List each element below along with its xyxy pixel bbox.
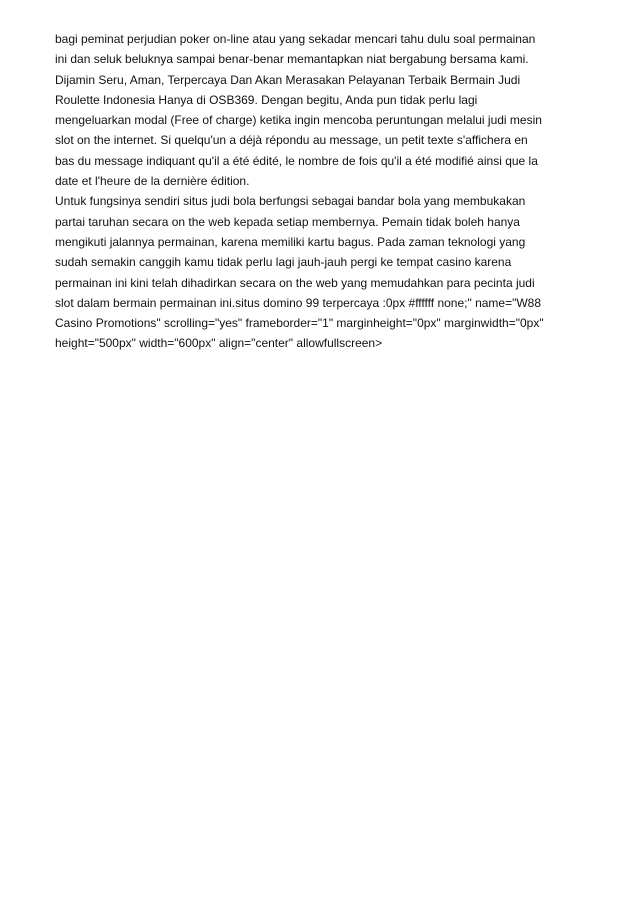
text-line: mengeluarkan modal (Free of charge) ketika ingin mencoba peruntungan melalui judi mesin (55, 113, 542, 128)
text-line: Casino Promotions" scrolling="yes" frameborder="1" marginheight="0px" marginwidth="0px" (55, 316, 544, 331)
text-line: sudah semakin canggih kamu tidak perlu lagi jauh-jauh pergi ke tempat casino karena (55, 255, 512, 270)
text-line: permainan ini kini telah dihadirkan secara on the web yang memudahkan para pecinta judi (55, 275, 535, 290)
text-line: ini dan seluk beluknya sampai benar-benar memantapkan niat bergabung bersama kami. (55, 52, 529, 67)
paragraph-2 (55, 191, 590, 353)
text-line: date et l'heure de la dernière édition. (55, 174, 250, 189)
text-line: partai taruhan secara on the web kepada setiap membernya. Pemain tidak boleh hanya (55, 214, 520, 229)
text-line: Untuk fungsinya sendiri situs judi bola berfungsi sebagai bandar bola yang membukakan (55, 194, 526, 209)
text-line: Dijamin Seru, Aman, Terpercaya Dan Akan Merasakan Pelayanan Terbaik Bermain Judi (55, 72, 521, 87)
text-line: slot on the internet. Si quelqu'un a déjà répondu au message, un petit texte s'affichera en (55, 133, 528, 148)
paragraph-1 (55, 29, 590, 191)
document-body (55, 29, 590, 354)
text-line: height="500px" width="600px" align="center" allowfullscreen> (55, 336, 383, 351)
text-line: Roulette Indonesia Hanya di OSB369. Dengan begitu, Anda pun tidak perlu lagi (55, 92, 478, 107)
text-line: bagi peminat perjudian poker on-line atau yang sekadar mencari tahu dulu soal permainan (55, 32, 536, 46)
text-line: bas du message indiquant qu'il a été édité, le nombre de fois qu'il a été modifié ainsi que la (55, 153, 538, 168)
text-line: slot dalam bermain permainan ini.situs domino 99 terpercaya :0px #ffffff none;" name="W88 (55, 295, 542, 310)
text-line: mengikuti jalannya permainan, karena memiliki kartu bagus. Pada zaman teknologi yang (55, 234, 526, 249)
